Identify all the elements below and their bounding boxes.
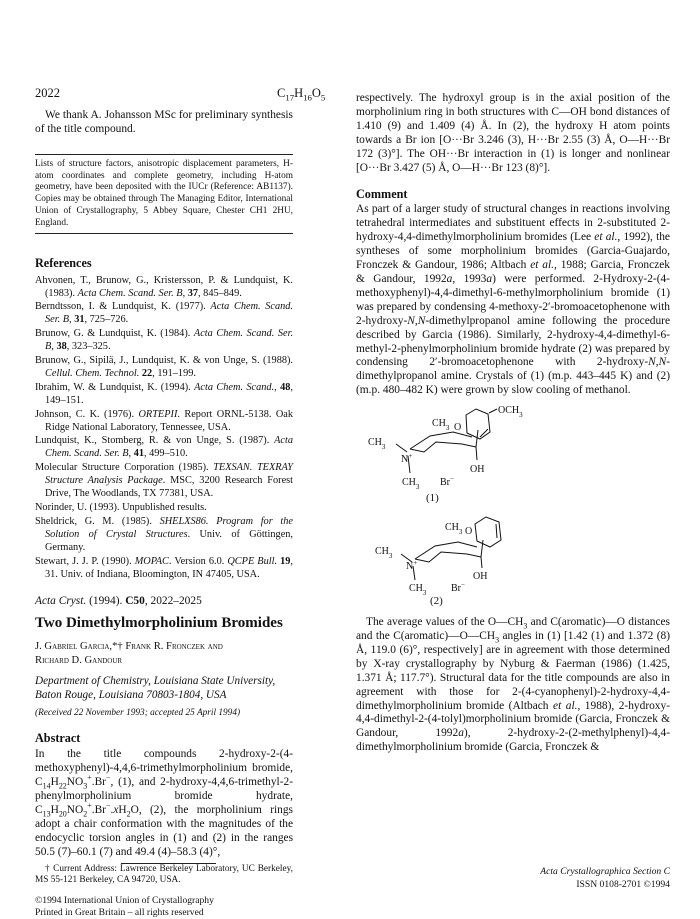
structure-caption-2: (2) bbox=[430, 595, 443, 608]
structure-label-ch3-bottom: $CH_3$ bbox=[402, 477, 420, 492]
ring-bond bbox=[410, 442, 476, 452]
affiliation bbox=[35, 675, 293, 703]
reference-item: Berndtsson, I. & Lundquist, K. (1977). Acta Chem. Scand. Ser. B, 31, 725–726. bbox=[35, 301, 293, 326]
structure-figure-1 bbox=[356, 404, 670, 506]
structure-label-n: N+ bbox=[406, 559, 418, 573]
right-column bbox=[356, 92, 670, 755]
discussion-text: The average values of the $O—CH_3$ and C(aromatic)—O distances and the $C(aromatic)—O—CH_3$ angles in (1) [1.42 (1) and 1.372 (8) Å, 119.0 (6)°, respectively] are in agreement with those determined by X-ray crystallography by Nyburg & Faerman (1986) (1.425, 1.371 Å; 117.7°). Structural data for the title compounds are also in agreement with those for 2-(4-cyanophenyl)-2-hydroxy-4,4-dimethylmorpholinium bromide (Altbach et al., 1988), 2-hydroxy-4,4-dimethyl-2-(4-tolyl)morpholinium bromide (Garcia, Fronczek & Gandour, 1992a), 2-hydroxy-2-(2-methylphenyl)-4,4-dimethylmorpholinium bromide (Garcia, Fronczek & bbox=[356, 616, 670, 754]
journal-name: Acta Crystallographica Section C bbox=[540, 866, 670, 877]
copyright-line-2: Printed in Great Britain – all rights reserved bbox=[35, 907, 204, 919]
abstract-text: In the title compounds 2-hydroxy-2-(4-methoxyphenyl)-4,4,6-trimethylmorpholinium bromide, $C_{14}H_{22}NO_3^+.Br^-$, (1), and 2-hydroxy-4,4,6-trimethyl-2-phenylmorpholinium bromide hydrate, $C_{13}H_{20}NO_2^+.Br^-.xH_2O$, (2), the morpholinium rings adopt a chair conformation with the magnitudes of the endocyclic torsion angles in (1) and (2) in the ranges 50.5 (7)–60.1 (7) and 49.4 (4)–58.3 (4)°, bbox=[35, 748, 293, 858]
journal-footer bbox=[356, 866, 670, 891]
oh-bond bbox=[481, 557, 482, 568]
benzene-ring bbox=[475, 517, 501, 547]
aromatic-bond bbox=[496, 524, 497, 538]
reference-item: Lundquist, K., Stomberg, R. & von Unge, S. (1987). Acta Chem. Scand. Ser. B, 41, 499–510. bbox=[35, 435, 293, 460]
comment-text: As part of a larger study of structural changes in reactions involving tetrahedral intermediates and substituent effects in 2-substituted 2-hydroxy-4,4-dimethylmorpholinium bromides (Lee et al., 1992), the syntheses of some morpholinium bromides (Garcia-Guajardo, Fronczek & Gandour, 1986; Altbach et al., 1988; Garcia, Fronczek & Gandour, 1992a, 1993a) were performed. 2-Hydroxy-2-(4-methoxyphenyl)-4,4-dimethyl-6-methylmorpholinium bromide (1) was prepared by condensing 4-methoxy-2′-bromoacetophenone with 2-hydroxy-N,N-dimethylpropanol amine following the procedure described by Garcia (1986). Similarly, 2-hydroxy-4,4-dimethyl-6-methyl-2-phenylmorpholinium bromide hydrate (2) was prepared by condensing 2′-bromoacetophenone with 2-hydroxy-N,N-dimethylpropanol amine. Crystals of (1) (m.p. 443–445 K) and (2) (m.p. 480–482 K) were grown by slow cooling of methanol. bbox=[356, 203, 670, 397]
copyright bbox=[35, 895, 293, 919]
structure-label-oh: OH bbox=[470, 464, 485, 476]
reference-item: Molecular Structure Corporation (1985). TEXSAN. TEXRAY Structure Analysis Package. MSC, 3200 Research Forest Drive, The Woodlands, TX 77381, USA. bbox=[35, 462, 294, 500]
oh-bond bbox=[476, 447, 477, 460]
structure-label-ch3-ring: $CH_3$ bbox=[445, 522, 463, 537]
benzene-ring bbox=[466, 409, 490, 439]
structure-label-br: Br− bbox=[451, 581, 465, 595]
och3-bond bbox=[489, 409, 497, 413]
citation: Acta Cryst. (1994). C50, 2022–2025 bbox=[35, 595, 202, 608]
structure-label-ch3-n: $CH_3$ bbox=[368, 437, 386, 452]
n-methyl-bond bbox=[413, 566, 415, 580]
ring-bond bbox=[410, 432, 472, 449]
ring-bond bbox=[415, 552, 481, 562]
reference-item: Brunow, G., Sipilä, J., Lundquist, K. & von Unge, S. (1988). Cellul. Chem. Technol. 22, 191–199. bbox=[35, 355, 293, 379]
structure-diagram-1 bbox=[360, 404, 590, 506]
authors bbox=[35, 640, 293, 667]
page-number: 2022 bbox=[35, 86, 60, 100]
comment-heading: Comment bbox=[356, 187, 408, 202]
article-header bbox=[35, 595, 293, 919]
acknowledgement: We thank A. Johansson MSc for preliminary synthesis of the title compound. bbox=[35, 109, 293, 135]
reference-item: Ibrahim, W. & Lundquist, K. (1994). Acta Chem. Scand., 48, 149–151. bbox=[35, 381, 293, 406]
affiliation-line-2: Baton Rouge, Louisiana 70803-1804, USA bbox=[35, 688, 227, 701]
left-column bbox=[35, 109, 293, 582]
n-methyl-bond bbox=[396, 444, 407, 452]
authors-line-1: J. Gabriel Garcia,*† Frank R. Fronczek and bbox=[35, 641, 223, 653]
reference-item: Ahvonen, T., Brunow, G., Kristersson, P. & Lundquist, K. (1983). Acta Chem. Scand. Ser. B, 37, 845–849. bbox=[35, 274, 293, 299]
structure-label-ch3-bottom: $CH_3$ bbox=[409, 583, 427, 598]
affiliation-line-1: Department of Chemistry, Louisiana State University, bbox=[35, 674, 276, 687]
reference-item: Brunow, G. & Lundquist, K. (1984). Acta Chem. Scand. Ser. B, 38, 323–325. bbox=[35, 328, 294, 353]
reference-item: Stewart, J. J. P. (1990). MOPAC. Version 6.0. QCPE Bull. 19, 31. Univ. of Indiana, Bloomington, IN 47405, USA. bbox=[35, 555, 293, 580]
structure-label-o: O bbox=[454, 422, 462, 434]
structure-label-br: Br− bbox=[440, 475, 454, 489]
footnote: † Current Address: Lawrence Berkeley Laboratory, UC Berkeley, MS 55-121 Berkeley, CA 94720, USA. bbox=[35, 863, 293, 886]
structure-label-ch3-ring: $CH_3$ bbox=[432, 418, 450, 433]
ring-bond bbox=[415, 542, 477, 559]
results-continuation: respectively. The hydroxyl group is in the axial position of the morpholinium ring in both structures with C—OH bond distances of 1.410 (9) and 1.409 (4) Å. In (2), the hydroxy H atom points towards a Br ion [O···Br 3.246 (3), H···Br 2.55 (3) Å, O—H···Br 172 (3)°]. The OH···Br interaction in (1) is longer and nonlinear [O···Br 3.427 (5) Å, O—H···Br 123 (8)°]. bbox=[356, 92, 670, 174]
reference-list bbox=[35, 275, 293, 582]
reference-item: Sheldrick, G. M. (1985). SHELXS86. Program for the Solution of Crystal Structures. Univ. of Göttingen, Germany. bbox=[35, 515, 293, 553]
abstract-heading: Abstract bbox=[35, 731, 81, 746]
running-head-formula: $C_{17}H_{16}O_5$ bbox=[277, 86, 326, 103]
structure-label-och3: $OCH_3$ bbox=[498, 405, 523, 420]
structure-diagram-2 bbox=[365, 514, 595, 608]
issn: ISSN 0108-2701 ©1994 bbox=[576, 878, 670, 890]
reference-item: Norinder, U. (1993). Unpublished results. bbox=[35, 502, 207, 513]
divider bbox=[35, 233, 293, 234]
copyright-line-1: ©1994 International Union of Crystallography bbox=[35, 895, 214, 907]
authors-line-2: Richard D. Gandour bbox=[35, 655, 123, 667]
divider bbox=[35, 154, 293, 155]
article-title: Two Dimethylmorpholinium Bromides bbox=[35, 615, 283, 632]
structure-label-oh: OH bbox=[473, 571, 488, 583]
deposition-note: Lists of structure factors, anisotropic displacement parameters, H-atom coordinates and complete geometry, including H-atom geometry, have been deposited with the IUCr (Reference: AB1137). Copies may be obtained through The Managing Editor, International Union of Crystallography, 5 Abbey Square, Chester CH1 2HU, England. bbox=[35, 158, 293, 228]
received-dates: (Received 22 November 1993; accepted 25 April 1994) bbox=[35, 708, 241, 719]
reference-item: Johnson, C. K. (1976). ORTEPII. Report ORNL-5138. Oak Ridge National Laboratory, Tennessee, USA. bbox=[35, 408, 294, 433]
ring-bond bbox=[476, 430, 478, 447]
structure-label-ch3-n: $CH_3$ bbox=[375, 546, 393, 561]
references-heading: References bbox=[35, 255, 92, 270]
structure-figure-2 bbox=[356, 514, 670, 608]
structure-caption-1: (1) bbox=[426, 492, 439, 505]
structure-label-n: N+ bbox=[401, 452, 413, 466]
structure-label-o: O bbox=[465, 526, 473, 538]
